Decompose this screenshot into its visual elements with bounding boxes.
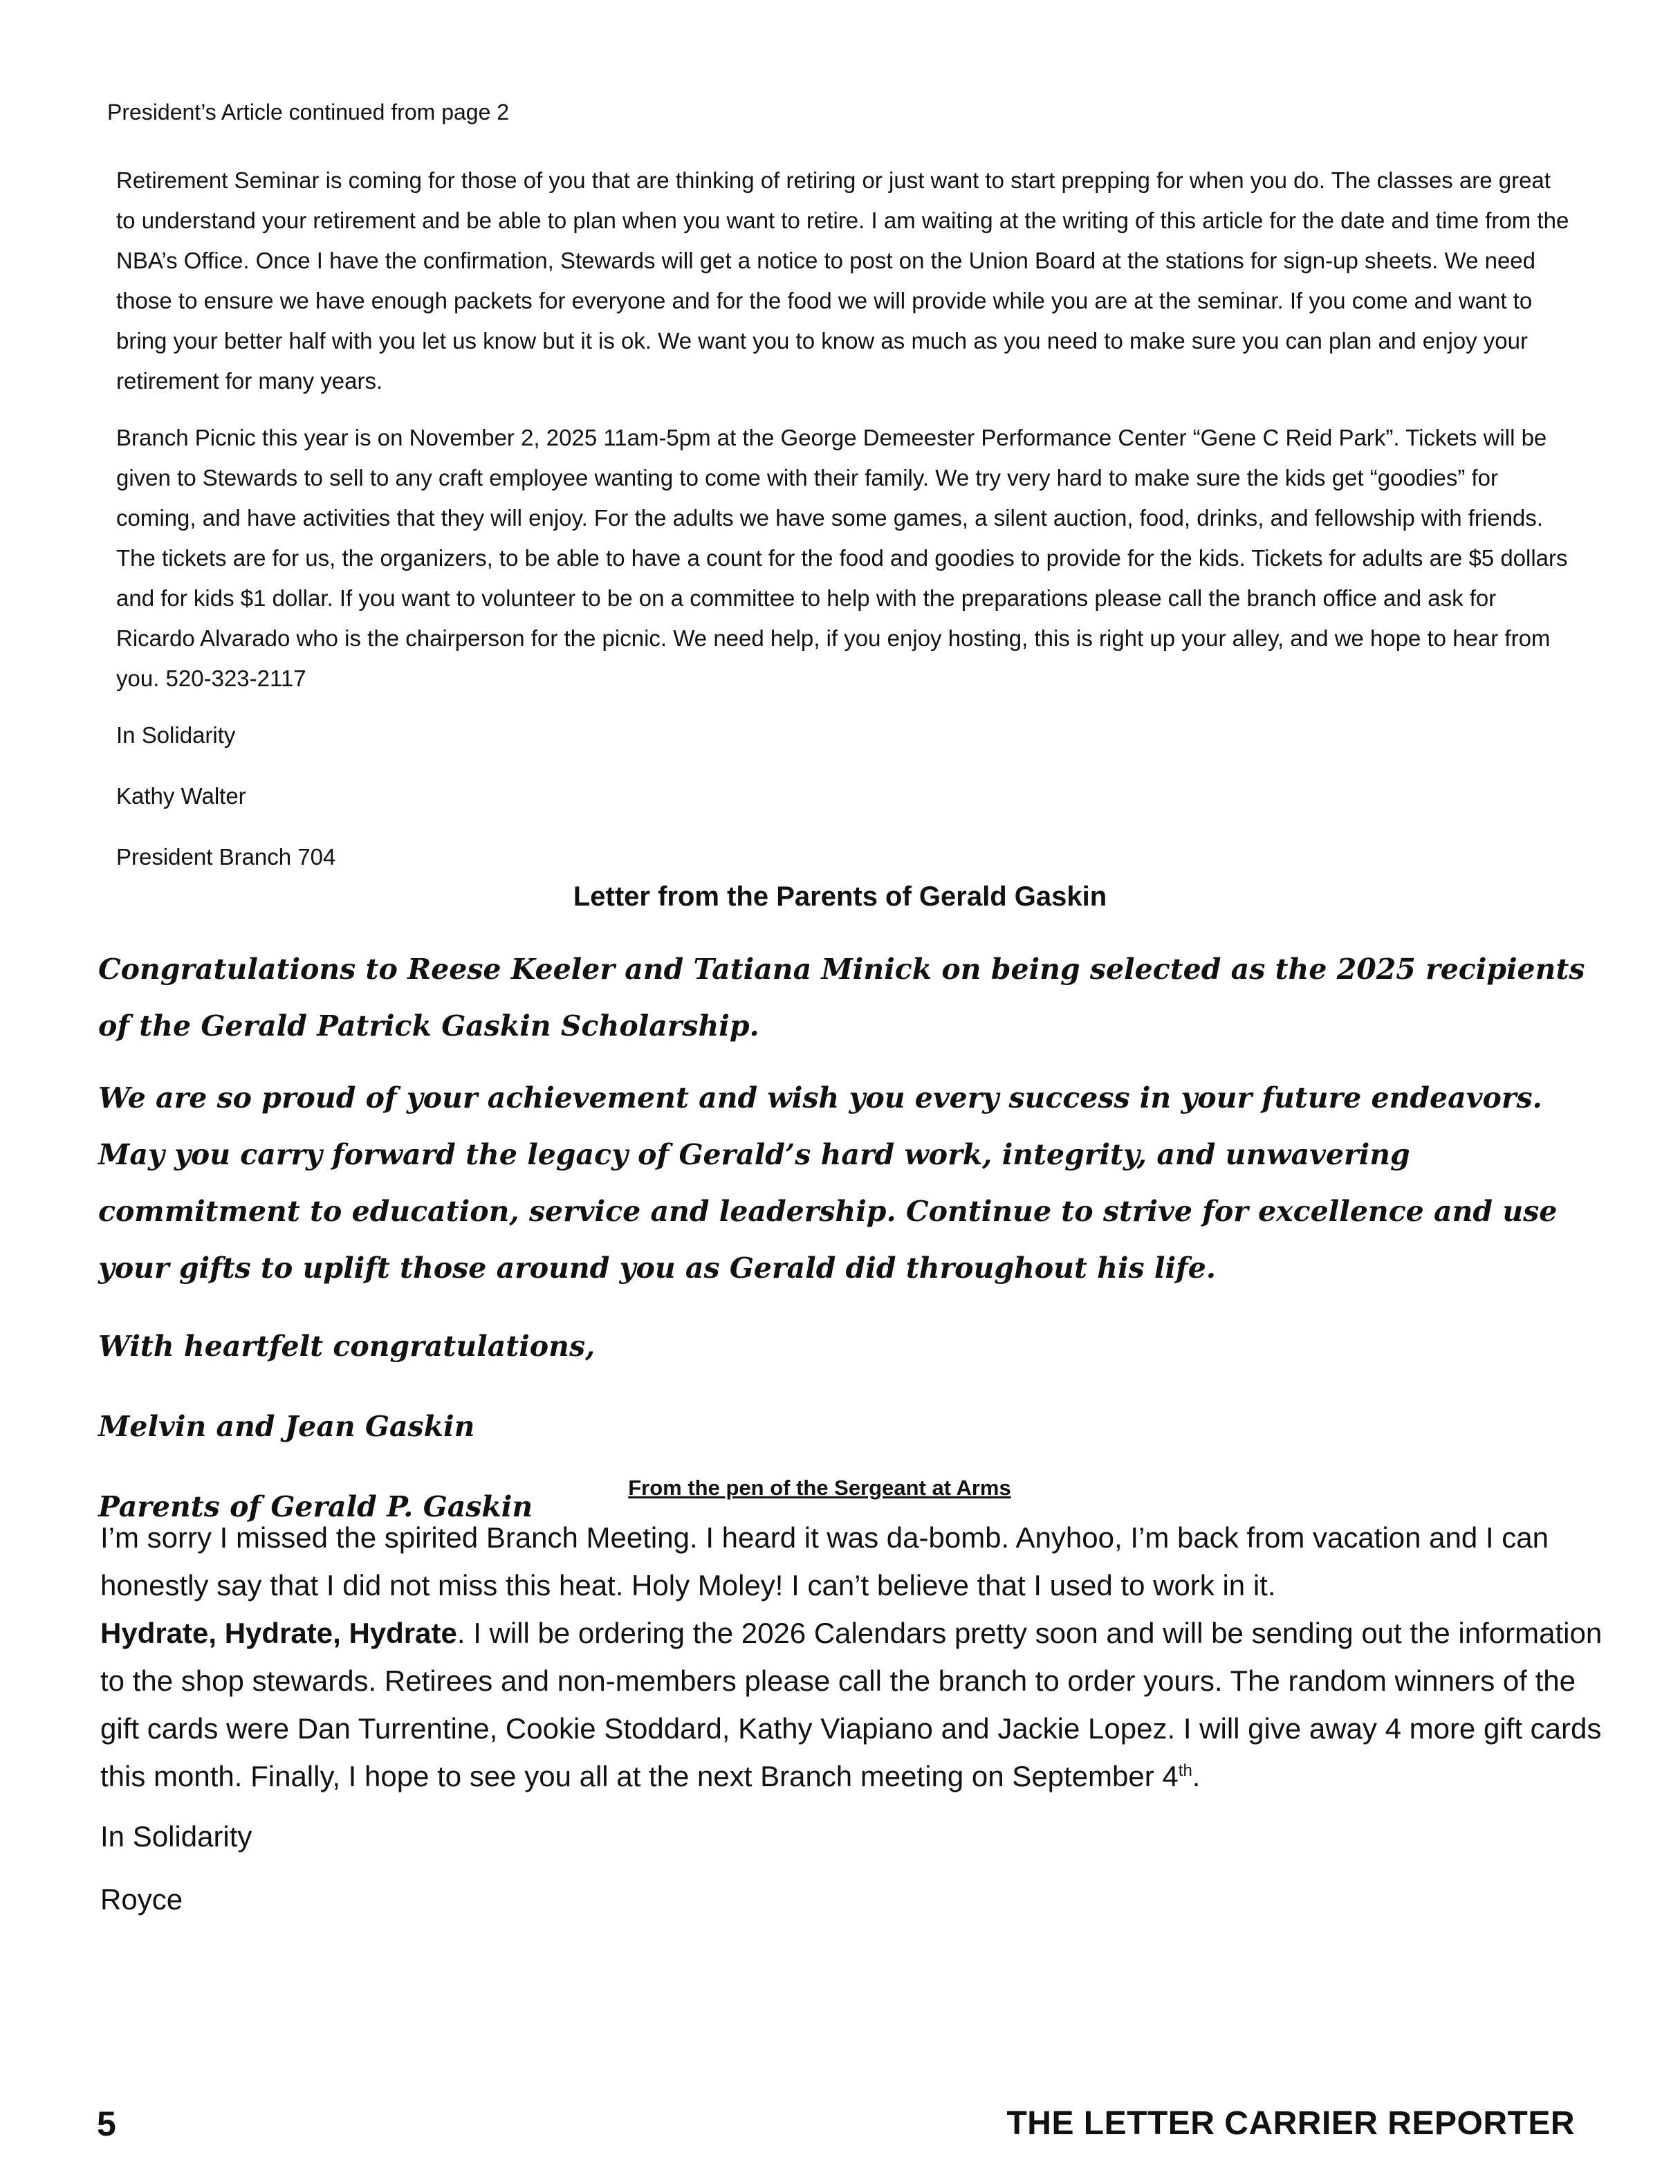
parents-names: Melvin and Jean Gaskin xyxy=(98,1410,475,1443)
branch-picnic-paragraph: Branch Picnic this year is on November 2, 2025 11am-5pm at the George Demeester Performance Center “Gene C Reid Park”. Tickets will be given to Stewards to sell to any craft employee wanting to come with their family. We try very hard to make sure the kids get “goodies” for coming, and have activities that they will enjoy. For the adults we have some games, a silent auction, food, drinks, and fellowship with friends. The tickets are for us, the organizers, to be able to have a count for the food and goodies to provide for the kids. Tickets for adults are $5 dollars and for kids $1 dollar. If you want to volunteer to be on a committee to help with the preparations please call the branch office and ask for Ricardo Alvarado who is the chairperson for the picnic. We need help, if you enjoy hosting, this is right up your alley, and we hope to hear from you. 520-323-2117 xyxy=(116,425,1568,691)
sergeant-closing: In Solidarity xyxy=(100,1820,252,1853)
publication-title: THE LETTER CARRIER REPORTER xyxy=(1006,2105,1575,2142)
scholarship-message: We are so proud of your achievement and wish you every success in your future endeavors. May you carry forward the legacy of Gerald’s hard work, integrity, and unwavering commitment to education, service and leadership. Continue to strive for excellence and use your gifts to uplift those around you as Gerald did throughout his life. xyxy=(98,1081,1558,1285)
date-suffix: th xyxy=(1178,1761,1192,1780)
sergeant-text-part-2: . I will be ordering the 2026 Calendars pretty soon and will be sending out the information to the shop stewards. Retirees and non-members please call the branch to order yours. The random winners of the gift cards were Dan Turrentine, Cookie Stoddard, Kathy Viapiano and Jackie Lopez. I will give away 4 more gift cards this month. Finally, I hope to see you all at the next Branch meeting on September 4 xyxy=(100,1617,1603,1792)
parents-relation: Parents of Gerald P. Gaskin xyxy=(98,1490,533,1523)
retirement-seminar-paragraph: Retirement Seminar is coming for those of you that are thinking of retiring or just want to start prepping for when you do. The classes are great to understand your retirement and be able to plan when you want to retire. I am waiting at the writing of this article for the date and time from the NBA’s Office. Once I have the confirmation, Stewards will get a notice to post on the Union Board at the stations for sign-up sheets. We need those to ensure we have enough packets for everyone and for the food we will provide while you are at the seminar. If you come and want to bring your better half with you let us know but it is ok. We want you to know as much as you need to make sure you can plan and enjoy your retirement for many years. xyxy=(116,167,1569,394)
sergeant-paragraph xyxy=(100,1514,1608,1800)
continued-note: President’s Article continued from page 2 xyxy=(107,100,510,125)
parents-letter-heading: Letter from the Parents of Gerald Gaskin xyxy=(573,881,1107,912)
president-closing: In Solidarity xyxy=(116,722,236,748)
president-title: President Branch 704 xyxy=(116,844,336,870)
hydrate-emphasis: Hydrate, Hydrate, Hydrate xyxy=(100,1617,457,1649)
sergeant-name: Royce xyxy=(100,1883,183,1916)
page-number: 5 xyxy=(97,2104,116,2143)
sergeant-heading: From the pen of the Sergeant at Arms xyxy=(628,1476,1011,1500)
president-name: Kathy Walter xyxy=(116,783,246,809)
scholarship-congratulations: Congratulations to Reese Keeler and Tatiana Minick on being selected as the 2025 recipients of the Gerald Patrick Gaskin Scholarship. xyxy=(98,953,1585,1043)
president-article xyxy=(116,160,1576,898)
sergeant-text-part-3: . xyxy=(1192,1760,1201,1792)
sergeant-article xyxy=(100,1514,1608,1938)
parents-letter-body xyxy=(98,941,1585,1552)
sergeant-text-part-1: I’m sorry I missed the spirited Branch Meeting. I heard it was da-bomb. Anyhoo, I’m back from vacation and I can honestly say that I did not miss this heat. Holy Moley! I can’t believe that I used to work in it. xyxy=(100,1521,1549,1602)
parents-closing: With heartfelt congratulations, xyxy=(98,1330,596,1363)
